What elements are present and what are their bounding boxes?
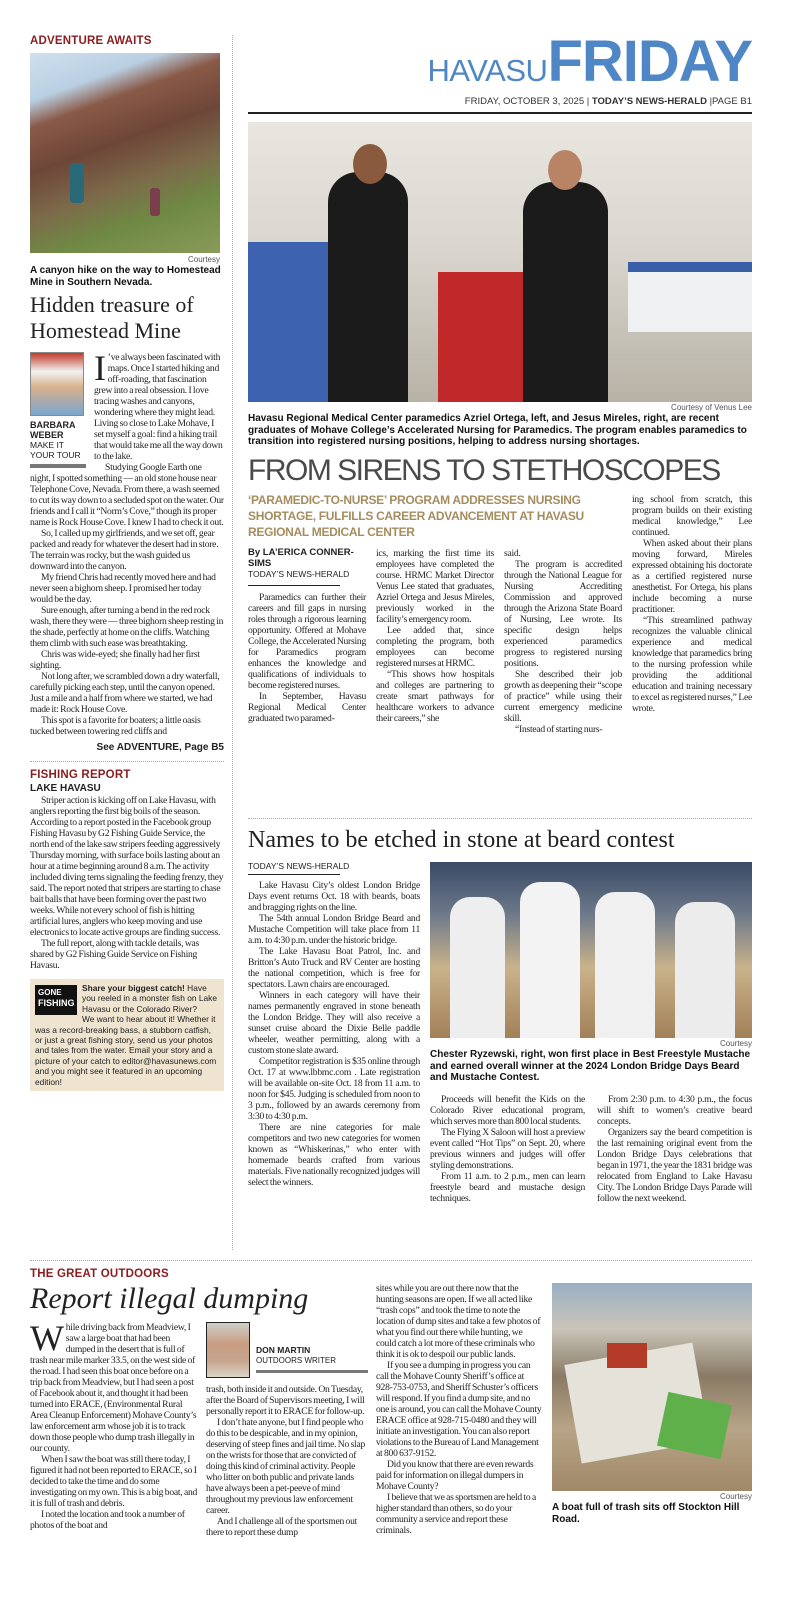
author-bar xyxy=(256,1370,368,1373)
separator: | xyxy=(709,96,713,107)
section-kicker: THE GREAT OUTDOORS xyxy=(30,1268,169,1280)
article-column xyxy=(376,1283,542,1536)
paragraph: sites while you are out there now that the hunting seasons are open. If we all acted like “trash cops” and took the time to note the location of dump sites and take a few photos of what you find out there while hunting, we could catch a lot more of these criminals who think it is ok to despoil our public lands. xyxy=(376,1283,541,1360)
paragraph: Winners in each category will have their names permanently engraved in stone beneath the London Bridge. They will also receive a sunset cruise aboard the Dixie Belle paddle wheeler, weather permitting, along with a custom stone slate award. xyxy=(248,990,420,1056)
author-bar xyxy=(30,464,86,468)
section-kicker: ADVENTURE AWAITS xyxy=(30,35,152,47)
photo-credit: Courtesy xyxy=(719,1492,752,1501)
paragraph: night, I spotted something — an old stone house near Telephone Cove, Nevada. From there, a wash seemed to cut its way down to a secluded spot on the water. Our friends and I call it “Norm’s Cove,” though its proper name is Rock House Cove. I knew I had to check it out. xyxy=(30,473,224,528)
photo-credit: Courtesy xyxy=(187,255,220,264)
paramedics-photo xyxy=(248,122,752,402)
paragraph: The 54th annual London Bridge Beard and Mustache Competition will take place from 11 a.m. to 4:30 p.m. under the historic bridge. xyxy=(248,913,420,946)
article-headline: Names to be etched in stone at beard contest xyxy=(248,827,675,853)
paragraph: When asked about their plans moving forward, Mireles expressed obtaining his doctorate as a certified registered nurse anesthetist. For Ortega, his plans include becoming a nurse practitioner. xyxy=(632,538,752,615)
left-column xyxy=(30,34,224,1091)
paragraph: Lake Havasu City’s oldest London Bridge Days event returns Oct. 18 with beards, boats and bragging rights on the line. xyxy=(248,880,420,913)
paragraph: trash, both inside it and outside. On Tuesday, after the Board of Supervisors meeting, I will personally report it to ERACE for follow-up. xyxy=(206,1384,365,1417)
paragraph: Organizers say the beard competition is the last remaining original event from the London Bridge Days celebrations that began in 1971, the year the 1831 bridge was relocated from England to Lake Havasu City. The London Bridge Days Parade will follow the next weekend. xyxy=(597,1127,752,1204)
paragraph: I noted the location and took a number of photos of the boat and xyxy=(30,1509,185,1531)
byline-rule xyxy=(248,585,340,586)
article-column xyxy=(430,1094,585,1204)
callout-title: Share your biggest catch! xyxy=(82,983,185,993)
paragraph: The program is accredited through the National League for Nursing Accrediting Commission and approved through the Arizona State Board of Nursing, Lee wrote. Its specific design helps experienced paramedics progress to registered nursing positions. xyxy=(504,559,622,669)
callout-text: We want to hear about it! Whether it was a record-breaking bass, a stubborn catfish, or just a great fishing story, send us your photos and tales from the water. Email your story and a picture of your catch to editor@havasunews.com and you might see it featured in an upcoming edition! xyxy=(35,1014,217,1087)
article-lead-block xyxy=(30,348,224,473)
paper-name: TODAY’S NEWS-HERALD xyxy=(591,96,707,107)
paragraph: Paramedics can further their careers and fill gaps in nursing roles through a rigorous learning opportunity. Offered at Mohave College, the Accelerated Nursing for Paramedics program enhances the knowledge and qualifications of individuals to become registered nurses. xyxy=(248,591,366,691)
article-headline: FROM SIRENS TO STETHOSCOPES xyxy=(248,454,720,487)
section-divider xyxy=(248,818,752,819)
author-block xyxy=(30,352,88,468)
article-column xyxy=(248,548,366,724)
paragraph: The Flying X Saloon will host a preview event called “Hot Tips” on Sept. 20, where previous winners and judges will offer styling demonstrations. xyxy=(430,1127,585,1171)
paragraph: “This shows how hospitals and colleges are partnering to create smart pathways for healthcare workers to advance their careers,” she xyxy=(376,669,494,724)
paragraph: My friend Chris had recently moved here and had never seen a bighorn sheep. I promised her today would be the day. xyxy=(30,572,216,605)
page-number: PAGE B1 xyxy=(712,96,752,107)
article-column xyxy=(206,1384,368,1538)
section-divider xyxy=(30,1260,752,1261)
section-divider xyxy=(30,761,224,762)
column-divider xyxy=(232,35,233,1250)
paragraph: She described their job growth as deepening their “scope of practice” while using their current emergency medicine skill. xyxy=(504,669,622,724)
lead-text: ’ve always been fascinated with maps. Once I started hiking and off-roading, that fascination grew into a real obsession. I love tracing washes and canyons, wondering where they might lead. Living so close to Lake Mohave, I set myself a goal: find a hiking trail that would take me all the way down to the lake. xyxy=(94,352,223,462)
byline-rule xyxy=(248,874,340,875)
article-column xyxy=(248,880,420,1188)
paragraph: The Lake Havasu Boat Patrol, Inc. and Britton’s Auto Truck and RV Center are hosting the national competition, which is free for spectators. Lawn chairs are encouraged. xyxy=(248,946,420,990)
byline-org xyxy=(248,861,358,875)
paragraph: There are nine categories for male competitors and two new categories for women known as “Whiskerinas,” who enter with homemade beards crafted from various materials. Five nationally recognized judges will select the winners. xyxy=(248,1122,420,1188)
drop-cap: I xyxy=(94,348,106,388)
paragraph: Studying Google Earth one xyxy=(105,462,202,473)
section-kicker: FISHING REPORT xyxy=(30,769,131,781)
photo-caption: A boat full of trash sits off Stockton Hill Road. xyxy=(552,1502,740,1525)
paragraph: Competitor registration is $35 online through Oct. 17 at www.lbbmc.com . Late registration will be available on-site Oct. 18 from 11 a.m. to noon for $45. Judging is scheduled from noon to 3 p.m., followed by an awards ceremony from 3:30 to 4:30 p.m. xyxy=(248,1056,420,1122)
photo-caption: Havasu Regional Medical Center paramedics Azriel Ortega, left, and Jesus Mireles, right, are recent graduates of Mohave College’s Accelerated Nursing for Paramedics. The program enables paramedics to transition into registered nursing positions, helping to address nursing shortages. xyxy=(248,413,747,447)
paragraph: From 2:30 p.m. to 4:30 p.m., the focus will shift to women’s creative beard concepts. xyxy=(597,1094,752,1127)
callout-box xyxy=(30,979,224,1091)
dumped-boat-photo xyxy=(552,1283,752,1491)
beard-contest-photo xyxy=(430,862,752,1038)
paragraph: In September, Havasu Regional Medical Center graduated two paramed- xyxy=(248,690,366,724)
paragraph: ing school from scratch, this program builds on their existing medical knowledge,” Lee continued. xyxy=(632,494,752,538)
paragraph: From 11 a.m. to 2 p.m., men can learn freestyle beard and mustache design techniques. xyxy=(430,1171,585,1204)
author-photo xyxy=(30,352,84,416)
byline-name: By LA’ERICA CONNER-SIMS xyxy=(248,547,354,569)
dateline xyxy=(400,96,752,107)
photo-caption: A canyon hike on the way to Homestead Mine in Southern Nevada. xyxy=(30,265,221,288)
paragraph: Proceeds will benefit the Kids on the Colorado River educational program, which serves more than 800 local students. xyxy=(430,1094,585,1127)
paragraph: ics, marking the first time its employees have completed the course. HRMC Market Director Venus Lee stated that graduates, Azriel Ortega and Jesus Mireles, previously worked in the facility’s emergency room. xyxy=(376,548,494,625)
paragraph: I believe that we as sportsmen are held to a higher standard than others, so do your community a service and report these criminals. xyxy=(376,1492,537,1536)
subhead: LAKE HAVASU xyxy=(30,783,101,794)
article-headline: Hidden treasure of Homestead Mine xyxy=(30,292,194,343)
masthead-friday: FRIDAY xyxy=(547,29,752,94)
paragraph: Not long after, we scrambled down a dry waterfall, carefully picking each step, until the canyon opened. Just a mile and a half from where we started, we had made it: Rock House Cove. xyxy=(30,671,220,715)
byline-org: TODAY’S NEWS-HERALD xyxy=(248,569,350,579)
byline-org-text: TODAY’S NEWS-HERALD xyxy=(248,861,350,871)
paragraph: The full report, along with tackle details, was shared by G2 Fishing Guide Service on Fishing Havasu. xyxy=(30,938,200,971)
drop-cap: W xyxy=(30,1318,64,1358)
article-column xyxy=(597,1094,752,1204)
article-body xyxy=(30,473,224,737)
sign-text: FISHING xyxy=(38,998,75,1008)
paragraph: If you see a dumping in progress you can call the Mohave County Sheriff’s office at 928-753-0753, and Sheriff Schuster’s officers will respond. If you find a dump site, and no one is around, you can call the Mohave County ERACE office at 928-715-0480 and they will initiate an investigation. You can also report violations to the Bureau of Land Management at 800 637-9152. xyxy=(376,1360,542,1459)
paragraph: Sure enough, after turning a bend in the red rock wash, there they were — three bighorn sheep resting in the shade, perfectly at home on the cliffs. Watching them climb with such ease was breathtaking. xyxy=(30,605,224,649)
paragraph: “This streamlined pathway recognizes the valuable clinical experience and medical knowledge that paramedics bring to the nursing profession while providing the additional education and training necessary to excel as registered nurses,” Lee wrote. xyxy=(632,615,752,714)
paragraph: Lee added that, since completing the program, both employees can become registered nurses at HRMC. xyxy=(376,625,494,669)
callout-text: Have you reeled in a monster fish on Lake Havasu or the Colorado River? xyxy=(82,983,218,1014)
canyon-hike-photo xyxy=(30,53,220,253)
sign-text: GONE xyxy=(38,988,62,997)
article-column xyxy=(504,548,622,735)
article-column xyxy=(632,494,752,714)
paragraph: “Instead of starting nurs- xyxy=(515,724,603,735)
article-column xyxy=(376,548,494,724)
photo-caption: Chester Ryzewski, right, won first place in Best Freestyle Mustache and earned overall winner at the 2024 London Bridge Days Beard and Mustache Contest. xyxy=(430,1049,751,1083)
paragraph: Striper action is kicking off on Lake Havasu, with anglers reporting the first big boils of the season. According to a report posted in the Facebook group Fishing Havasu by G2 Fishing Guide Service, the north end of the lake saw stripers feeding aggressively Thursday morning, with surface boils lasting about an hour at a time beginning around 8 a.m. The activity included diving terns signaling the feeding frenzy, they said. The report noted that stripers are starting to chase bait balls that have been forming over the past two weeks. While not every school of fish is hitting artificial lures, anglers who keep moving and use electronics to locate active groups are finding success. xyxy=(30,795,224,938)
paragraph: I don’t hate anyone, but I find people who do this to be despicable, and in my opinion, deserving of steep fines and jail time. No slap on the wrists for those that are convicted of doing this kind of criminal activity. People who litter on both public and private lands have always been a pet-peeve of mind throughout my previous law enforcement career. xyxy=(206,1417,366,1516)
jump-link[interactable]: See ADVENTURE, Page B5 xyxy=(96,742,224,753)
paragraph: When I saw the boat was still there today, I figured it had not been reported to ERACE, so I decided to take the time and do some investigating on my own. This is a big boat, and it is full of trash and debris. xyxy=(30,1454,198,1509)
paragraph: So, I called up my girlfriends, and we set off, gear packed and ready for whatever the desert had in store. The terrain was rocky, but the wash guided us downward into the canyon. xyxy=(30,528,219,572)
author-photo xyxy=(206,1322,250,1378)
byline xyxy=(248,548,366,586)
author-name: DON MARTIN xyxy=(256,1345,311,1355)
paragraph: Did you know that there are even rewards paid for information on illegal dumpers in Mohave County? xyxy=(376,1459,534,1492)
paragraph: This spot is a favorite for boaters; a little oasis tucked between towering red cliffs and xyxy=(30,715,201,737)
photo-credit: Courtesy xyxy=(719,1039,752,1048)
masthead-rule xyxy=(248,112,752,114)
fishing-body xyxy=(30,795,224,971)
author-title: MAKE IT YOUR TOUR xyxy=(30,440,81,460)
article-headline: Report illegal dumping xyxy=(30,1282,309,1315)
paragraph: And I challenge all of the sportsmen out there to report these dump xyxy=(206,1516,358,1538)
issue-date: FRIDAY, OCTOBER 3, 2025 xyxy=(464,96,585,107)
paragraph: said. xyxy=(504,548,521,559)
gone-fishing-sign xyxy=(35,985,77,1015)
article-subhead: ‘PARAMEDIC-TO-NURSE’ PROGRAM ADDRESSES NURSING SHORTAGE, FULFILLS CAREER ADVANCEMENT AT HAVASU REGIONAL MEDICAL CENTER xyxy=(248,493,584,539)
masthead xyxy=(398,30,752,94)
lead-text: hile driving back from Meadview, I saw a large boat that had been dumped in the desert that is full of trash near mile marker 33.5, on the west side of the road. I had seen this boat once before on a trip back from Meadview, but I had seen a post of Facebook about it, and thought it had been turned into ERACE, (Environmental Rural Area Cleanup Enforcement) Mohave County’s law enforcement arm whose job it is to track down those people who dump trash illegally in our county. xyxy=(30,1322,197,1454)
article-column xyxy=(30,1318,198,1531)
masthead-havasu: HAVASU xyxy=(427,53,548,88)
author-title: OUTDOORS WRITER xyxy=(256,1356,336,1365)
paragraph: Chris was wide-eyed; she finally had her first sighting. xyxy=(30,649,200,671)
photo-credit: Courtesy of Venus Lee xyxy=(671,403,752,412)
author-name: BARBARA WEBER xyxy=(30,420,76,440)
separator: | xyxy=(586,96,590,107)
